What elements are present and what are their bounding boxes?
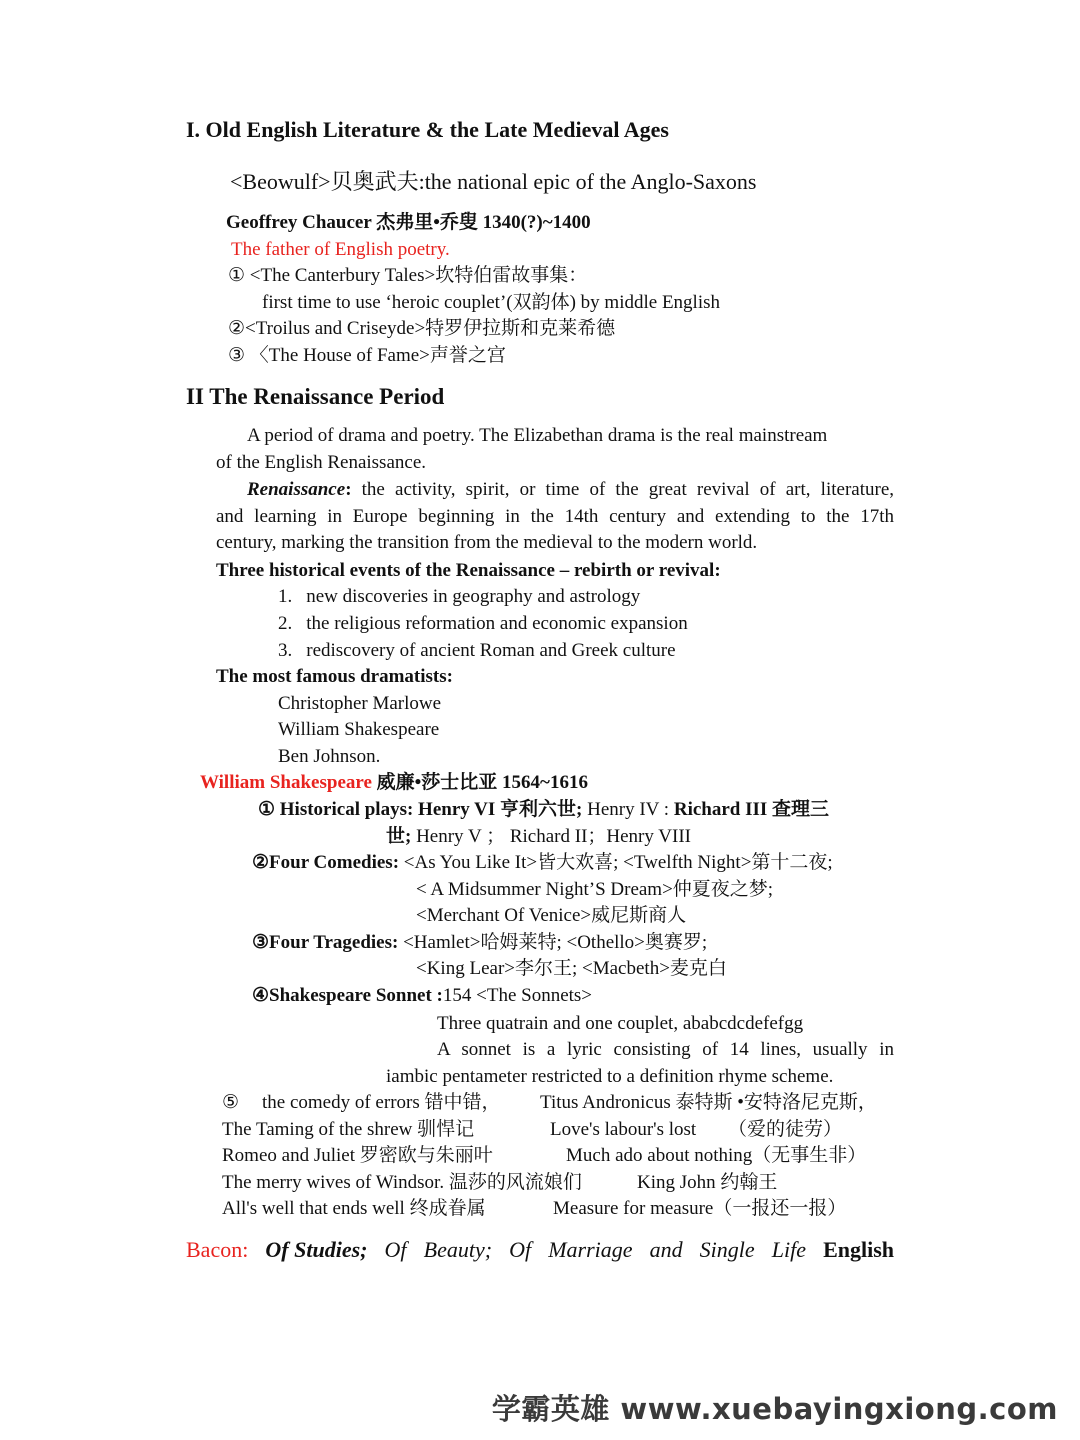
sonnet-count: 154 <The Sonnets> — [442, 985, 593, 1006]
bacon-word-of-1: Of — [384, 1237, 407, 1262]
tragedies-list-1: <Hamlet>哈姆莱特; <Othello>奥赛罗; — [398, 932, 708, 953]
definition-line-1-text: the activity, spirit, or time of the great revival of art, literature, — [351, 479, 894, 500]
play-comedy-of-errors: the comedy of errors 错中错， — [262, 1092, 501, 1113]
historical-plays-richard: Richard III 查理三 — [673, 799, 830, 820]
event-2 — [278, 614, 688, 633]
definition-colon: : — [345, 479, 352, 500]
play-alls-well: All's well that ends well 终成眷属 — [222, 1198, 486, 1219]
play-taming-of-shrew: The Taming of the shrew 驯悍记 — [222, 1119, 475, 1140]
tragedies-line-1 — [252, 933, 707, 952]
bacon-word-and: and — [649, 1237, 683, 1262]
event-3 — [278, 641, 676, 660]
bacon-word-life: Life — [771, 1237, 806, 1262]
sonnet-definition-1: A sonnet is a lyric consisting of 14 lines, usually in — [437, 1039, 894, 1060]
play-loves-labours-lost: Love's labour's lost — [550, 1119, 697, 1140]
bacon-line — [186, 1239, 894, 1261]
event-1-num: 1. — [278, 586, 293, 607]
event-1-text: new discoveries in geography and astrology — [306, 586, 641, 607]
intro-line-1-text: A period of drama and poetry. The Elizabethan drama is the real mainstream — [247, 425, 828, 446]
bacon-word-single: Single — [699, 1237, 755, 1262]
definition-line-3: century, marking the transition from the medieval to the modern world. — [216, 532, 758, 554]
dramatist-1: Christopher Marlowe — [278, 693, 442, 714]
dramatist-3: Ben Johnson. — [278, 746, 381, 767]
chaucer-work-3: ③ 〈The House of Fame>声誉之宫 — [228, 345, 506, 366]
play-measure-for-measure: Measure for measure（一报还一报） — [553, 1198, 847, 1219]
chaucer-heading: Geoffrey Chaucer 杰弗里•乔叟 1340(?)~1400 — [226, 212, 591, 233]
dramatist-2: William Shakespeare — [278, 719, 440, 740]
dramatists-heading: The most famous dramatists: — [216, 666, 453, 687]
beowulf-line: <Beowulf>贝奥武夫:the national epic of the Anglo-Saxons — [230, 169, 757, 194]
section-1-title: I. Old English Literature & the Late Medieval Ages — [186, 117, 669, 142]
play-titus-andronicus: Titus Andronicus 泰特斯 •安特洛尼克斯， — [540, 1092, 877, 1113]
historical-plays-plain: Henry IV : — [582, 799, 674, 820]
shakespeare-name: William Shakespeare — [200, 772, 372, 793]
intro-line-2: of the English Renaissance. — [216, 451, 427, 473]
play-merry-wives: The merry wives of Windsor. 温莎的风流娘们 — [222, 1172, 582, 1193]
definition-term: Renaissance — [247, 479, 346, 500]
site-watermark: 学霸英雄 www.xuebayingxiong.com — [491, 1392, 1058, 1426]
comedies-line-2: < A Midsummer Night’S Dream>仲夏夜之梦; — [416, 879, 774, 900]
play-king-john: King John 约翰王 — [637, 1172, 778, 1193]
bacon-work-of-studies: Of Studies; — [265, 1237, 368, 1262]
intro-line-1 — [216, 423, 894, 450]
comedies-line-1 — [252, 853, 833, 872]
play-loves-labours-lost-cn: （爱的徒劳） — [728, 1119, 843, 1140]
bacon-trailing-english: English — [823, 1237, 894, 1262]
definition-line-2: and learning in Europe beginning in the 14th century and extending to the 17th — [216, 505, 894, 527]
bacon-word-marriage: Marriage — [548, 1237, 633, 1262]
shakespeare-heading — [200, 773, 588, 792]
event-2-num: 2. — [278, 613, 293, 634]
renaissance-definition — [216, 477, 894, 557]
chaucer-work-2: ②<Troilus and Criseyde>特罗伊拉斯和克莱希德 — [228, 318, 616, 339]
comedies-label: ②Four Comedies: — [252, 852, 400, 873]
other-plays-marker: ⑤ — [222, 1092, 240, 1113]
event-2-text: the religious reformation and economic expansion — [306, 613, 688, 634]
sonnet-line — [252, 986, 592, 1005]
historical-plays-cont-bold: 世; — [386, 826, 412, 847]
tragedies-label: ③Four Tragedies: — [252, 932, 399, 953]
historical-plays-line-2 — [386, 827, 691, 846]
sonnet-definition-2: iambic pentameter restricted to a definition rhyme scheme. — [386, 1066, 834, 1087]
chaucer-note: The father of English poetry. — [231, 239, 450, 260]
sonnet-label: ④Shakespeare Sonnet : — [252, 985, 443, 1006]
definition-line-1 — [216, 477, 894, 504]
events-heading: Three historical events of the Renaissance – rebirth or revival: — [216, 560, 721, 581]
renaissance-intro — [216, 423, 894, 476]
bacon-word-of-2: Of — [509, 1237, 532, 1262]
shakespeare-heading-rest: 威廉•莎士比亚 1564~1616 — [371, 772, 588, 793]
section-2-title: II The Renaissance Period — [186, 384, 445, 409]
historical-plays-cont: Henry V ； Richard II；Henry VIII — [411, 826, 691, 847]
chaucer-work-1: ① <The Canterbury Tales>坎特伯雷故事集： — [228, 265, 588, 286]
chaucer-work-1-note: first time to use ‘heroic couplet’(双韵体) by middle English — [262, 292, 721, 313]
event-3-num: 3. — [278, 640, 293, 661]
event-1 — [278, 587, 640, 606]
event-3-text: rediscovery of ancient Roman and Greek culture — [306, 640, 676, 661]
historical-plays-label: ① Historical plays: Henry VI 亨利六世; — [258, 799, 583, 820]
bacon-word-beauty: Beauty; — [423, 1237, 493, 1262]
comedies-line-3: <Merchant Of Venice>威尼斯商人 — [416, 905, 687, 926]
historical-plays-line-1 — [258, 800, 829, 819]
play-much-ado: Much ado about nothing（无事生非） — [566, 1145, 867, 1166]
comedies-list-1: <As You Like It>皆大欢喜; <Twelfth Night>第十二夜; — [399, 852, 833, 873]
bacon-label: Bacon: — [186, 1237, 249, 1262]
play-romeo-and-juliet: Romeo and Juliet 罗密欧与朱丽叶 — [222, 1145, 493, 1166]
sonnet-rhyme: Three quatrain and one couplet, ababcdcdefefgg — [437, 1013, 804, 1034]
tragedies-line-2: <King Lear>李尔王; <Macbeth>麦克白 — [416, 958, 727, 979]
